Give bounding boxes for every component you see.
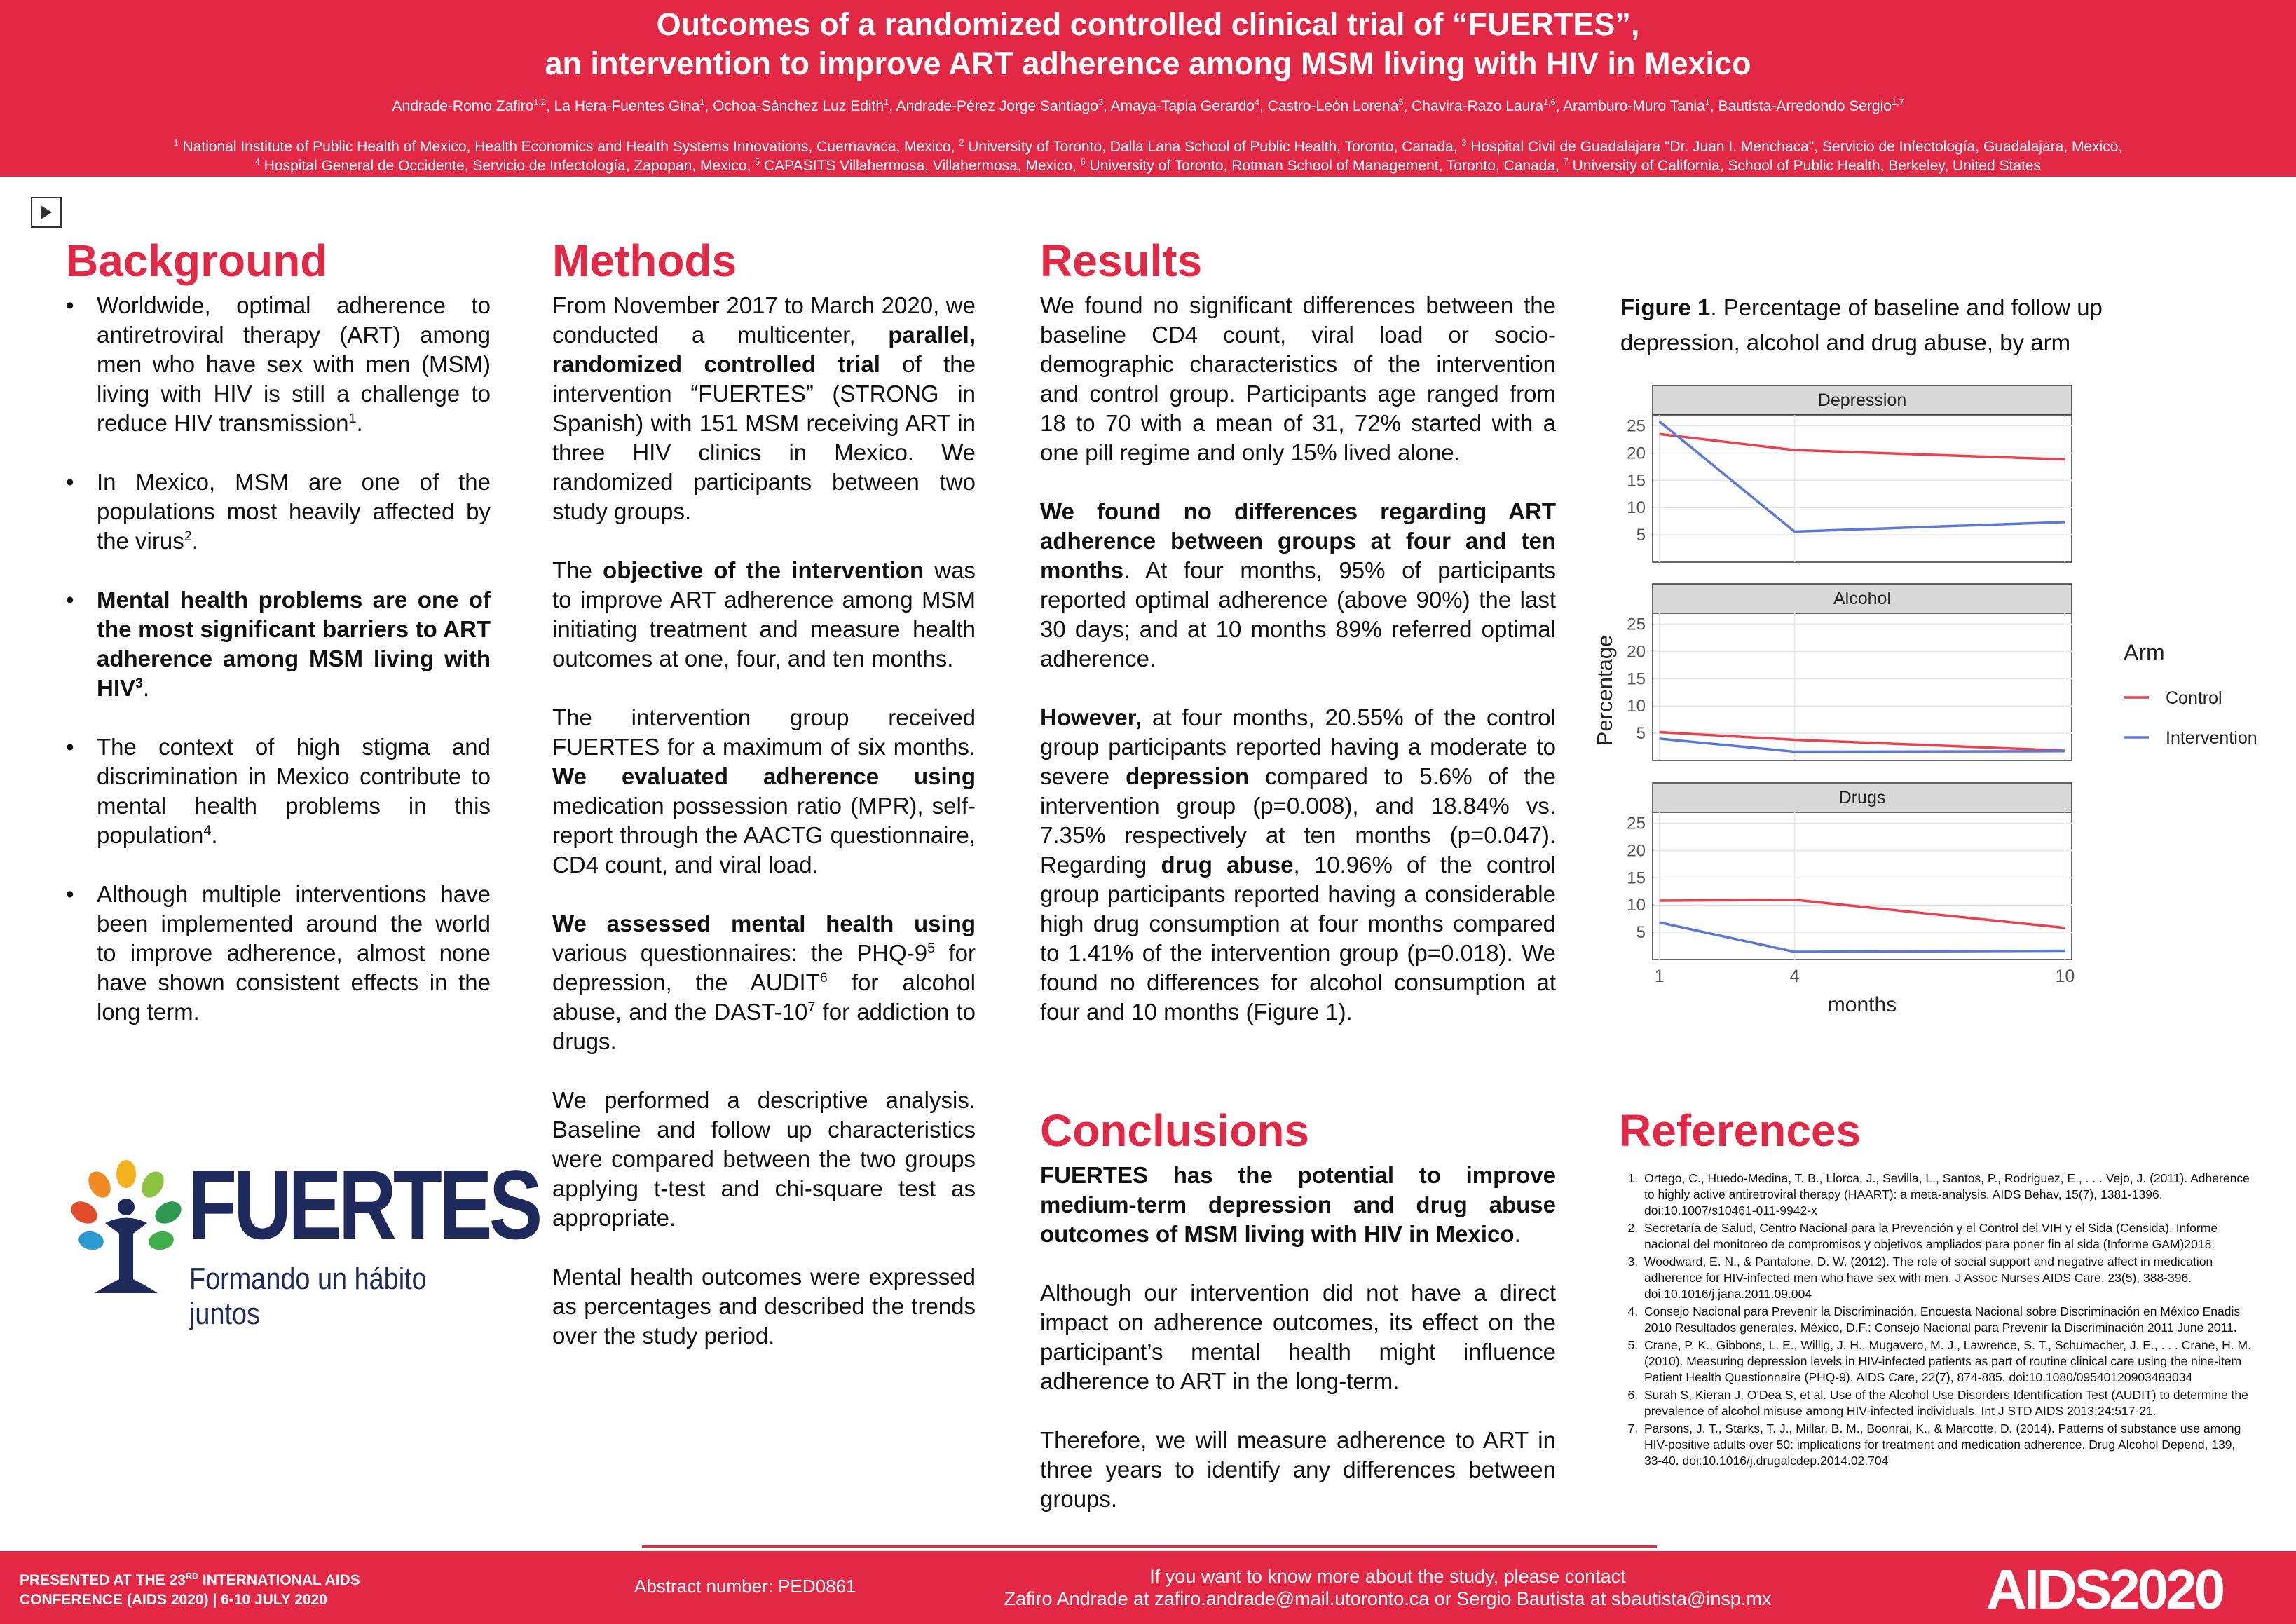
author-name: La Hera-Fuentes Gina (554, 98, 700, 114)
y-tick-label: 5 (1636, 724, 1646, 744)
tree-icon (67, 1160, 186, 1293)
y-tick-label: 20 (1627, 642, 1646, 662)
bullet-text: Mental health problems are one of the most significant barriers to ART adherence among MSM living with HIV (97, 587, 491, 701)
conclusions-text: Therefore, we will measure adherence to ART in three years to identify any differences between groups. (1040, 1427, 1556, 1512)
author-affiliation-sup: 1,7 (1891, 97, 1904, 107)
reference-item: 3. Woodward, E. N., & Pantalone, D. W. (2012). The role of social support and negative affect in medication adherence for HIV-infected men who have sex with men. J Assoc Nurses AIDS Care, 23(5), 388-396. doi:10.1016/j.jana.2011.09.004 (1641, 1254, 2251, 1302)
background-section (66, 236, 491, 1056)
faceted-line-chart (1591, 371, 2257, 1037)
affiliations (0, 137, 2296, 175)
background-bullet (66, 880, 491, 1027)
x-tick-label: 1 (1654, 967, 1665, 986)
reference-item: 5. Crane, P. K., Gibbons, L. E., Willig, J. H., Mugavero, M. J., Lawrence, S. T., Schumacher, J. E., . . . Crane, H. M. (2010). Measuring depression levels in HIV-infected patients as part of routine clinical care using the nine-item Patient Health Questionnaire (PHQ-9). AIDS Care, 22(7), 874-885. doi:10.1080/09540120903483034 (1641, 1337, 2251, 1386)
author-name: Andrade-Romo Zafiro (392, 98, 534, 114)
y-tick-label: 25 (1627, 814, 1646, 833)
affiliation-text: National Institute of Public Health of Mexico, Health Economics and Health Systems Innovations, Cuernavaca, Mexico, (182, 139, 959, 155)
background-bullet (66, 291, 491, 438)
results-text: at four months, 20.55% of the control group participants reported having a moderate to severe (1040, 704, 1556, 789)
contact-line-2: Zafiro Andrade at zafiro.andrade@mail.utoronto.ca or Sergio Bautista at sbautista@insp.mx (1004, 1588, 1772, 1609)
background-bullet (66, 468, 491, 556)
methods-body (552, 291, 976, 1351)
methods-paragraph (552, 1086, 976, 1233)
presented-at (20, 1571, 360, 1610)
play-icon (41, 205, 52, 219)
affiliation-number: 7 (1563, 157, 1569, 167)
reference-item: 6. Surah S, Kieran J, O'Dea S, et al. Use of the Alcohol Use Disorders Identification Test (AUDIT) to determine the prevalence of alcohol misuse among HIV-infected individuals. Int J STD AIDS 2013;24:517-21. (1641, 1387, 2251, 1419)
y-tick-label: 5 (1636, 526, 1646, 545)
methods-text: We evaluated adherence using (552, 763, 976, 789)
poster-footer (0, 1551, 2296, 1624)
author-affiliation-sup: 4 (1254, 97, 1259, 107)
results-text: depression (1126, 763, 1250, 789)
methods-paragraph (552, 1262, 976, 1351)
y-tick-label: 10 (1627, 498, 1646, 518)
author-name: Aramburo-Muro Tania (1563, 98, 1705, 114)
contact-info (981, 1565, 1794, 1610)
y-tick-label: 10 (1627, 697, 1646, 716)
legend-title: Arm (2124, 640, 2165, 665)
bullet-text: . (191, 528, 198, 554)
presented-line-2: CONFERENCE (AIDS 2020) | 6-10 JULY 2020 (20, 1592, 327, 1608)
bullet-text: In Mexico, MSM are one of the populations most heavily affected by the virus (97, 469, 491, 554)
y-tick-label: 5 (1636, 923, 1646, 943)
conclusions-paragraph (1040, 1278, 1556, 1396)
methods-heading: Methods (552, 236, 737, 286)
author-affiliation-sup: 3 (1098, 97, 1103, 107)
aids2020-logo: AIDS2020 (1986, 1558, 2223, 1620)
fuertes-logo (63, 1149, 540, 1331)
methods-text: The intervention group received FUERTES for a maximum of six months. (552, 704, 976, 760)
author-affiliation-sup: 5 (1398, 97, 1404, 107)
bullet-text: . (211, 822, 218, 848)
facet-plot-area (1653, 415, 2072, 562)
facet-label: Drugs (1838, 788, 1886, 807)
affiliation-text: Hospital General de Occidente, Servicio de Infectología, Zapopan, Mexico, (264, 158, 756, 174)
bullet-text: Worldwide, optimal adherence to antiretroviral therapy (ART) among men who have sex with men (MSM) living with HIV is still a challenge to reduce HIV transmission (97, 292, 491, 436)
poster-title-line-1: Outcomes of a randomized controlled clinical trial of “FUERTES”, (656, 6, 1640, 42)
y-tick-label: 20 (1627, 841, 1646, 861)
conclusions-paragraph (1040, 1426, 1556, 1514)
footer-divider (642, 1545, 1657, 1548)
presented-text: PRESENTED AT THE 23 (20, 1572, 186, 1588)
methods-text: was to improve ART adherence among MSM initiating treatment and measure health outcomes at one, four, and ten months. (552, 557, 976, 671)
results-text: drug abuse (1161, 852, 1294, 878)
methods-citation: 5 (927, 941, 936, 956)
methods-text: We assessed mental health using (552, 910, 976, 936)
affiliation-number: 6 (1080, 157, 1086, 167)
author-name: Amaya-Tapia Gerardo (1110, 98, 1255, 114)
conclusions-section (1040, 1106, 1556, 1543)
bullet-text: The context of high stigma and discrimination in Mexico contribute to mental health problems in this population (97, 734, 491, 848)
methods-text: objective of the intervention (603, 557, 924, 583)
reference-item: 7. Parsons, J. T., Starks, T. J., Millar, B. M., Boonrai, K., & Marcotte, D. (2014). Patterns of substance use among HIV-positive adults over 50: implications for treatment and medication adherence. Drug Alcohol Depend, 139, 33-40. doi:10.1016/j.drugalcdep.2014.02.704 (1641, 1421, 2251, 1469)
author-name: Andrade-Pérez Jorge Santiago (896, 98, 1098, 114)
methods-text: for alcohol abuse, and the DAST-10 (552, 969, 976, 1025)
bullet-text: . (143, 675, 150, 701)
results-body (1040, 291, 1556, 1027)
x-tick-label: 4 (1789, 967, 1800, 986)
affiliation-number: 5 (755, 157, 760, 167)
logo-wordmark: FUERTES (188, 1149, 540, 1260)
author-affiliation-sup: 1,2 (533, 97, 546, 107)
author-affiliation-sup: 1 (1704, 97, 1710, 107)
affiliation-number: 3 (1461, 138, 1467, 148)
author-name: Ochoa-Sánchez Luz Edith (713, 98, 884, 114)
author-name: Chavira-Razo Laura (1412, 98, 1544, 114)
contact-line-1: If you want to know more about the study, please contact (1149, 1566, 1626, 1587)
conclusions-paragraph (1040, 1161, 1556, 1249)
methods-text: Mental health outcomes were expressed as percentages and described the trends over the study period. (552, 1264, 976, 1349)
background-bullet (66, 585, 491, 703)
methods-text: various questionnaires: the PHQ-9 (552, 940, 928, 966)
results-text: , 10.96% of the control group participants reported having a considerable high drug consumption at four months compared to 1.41% of the intervention group (p=0.018). We found no differences for alcohol consumption at four and 10 months (Figure 1). (1040, 852, 1556, 1025)
bullet-citation: 2 (184, 528, 192, 544)
y-tick-label: 15 (1627, 669, 1646, 689)
figure-caption (1620, 290, 2167, 360)
results-text: We found no significant differences between the baseline CD4 count, viral load or socio-demographic characteristics of the intervention and control group. Participants age ranged from 18 to 70 with a mean of 31, 72% started with a one pill regime and only 15% lived alone. (1040, 292, 1556, 465)
y-tick-label: 25 (1627, 416, 1646, 436)
results-paragraph (1040, 291, 1556, 468)
bullet-citation: 1 (348, 411, 357, 426)
affiliation-number: 4 (254, 157, 260, 167)
methods-text: for addiction to drugs. (552, 999, 976, 1054)
facet-label: Depression (1817, 390, 1907, 410)
bullet-text: . (356, 410, 363, 436)
affiliations-line-2 (0, 156, 2296, 175)
poster-header (0, 0, 2296, 177)
affiliation-number: 1 (173, 138, 179, 148)
reference-list (1620, 1171, 2251, 1471)
methods-text: medication possession ratio (MPR), self-report through the AACTG questionnaire, CD4 count, and viral load. (552, 793, 976, 878)
abstract-number: Abstract number: PED0861 (634, 1576, 856, 1597)
logo-tagline: Formando un hábito juntos (189, 1262, 427, 1331)
author-affiliation-sup: 1 (699, 97, 705, 107)
methods-text: From November 2017 to March 2020, we conducted a multicenter, (552, 292, 976, 348)
results-text: . At four months, 95% of participants reported optimal adherence (above 90%) the last 30 days; and at 10 months 89% referred optimal adherence. (1040, 557, 1556, 671)
results-text: We found no differences regarding ART adherence between groups at four and ten months (1040, 498, 1556, 583)
bullet-text: Although multiple interventions have been implemented around the world to improve adherence, almost none have shown consistent effects in the long term. (97, 881, 491, 1025)
methods-paragraph (552, 703, 976, 880)
conclusions-body (1040, 1161, 1556, 1514)
methods-citation: 6 (819, 970, 828, 985)
methods-paragraph (552, 556, 976, 674)
conclusions-text: . (1514, 1221, 1521, 1247)
references-heading: References (1619, 1105, 1861, 1156)
y-tick-label: 25 (1627, 615, 1646, 634)
author-list: Andrade-Romo Zafiro$^{1,2}$, La Hera-Fuentes Gina$^1$, Ochoa-Sánchez Luz Edith$^1$, Andrade-Pérez Jorge Santiago$^3$, Amaya-Tapia Gerardo$^4$, Castro-León Lorena$^5$, Chavira-Razo Laura$^{1,6}$, Aramburo-Muro Tania$^1$, Bautista-Arredondo Sergio$^{1,7}$ (392, 97, 1904, 114)
methods-paragraph (552, 909, 976, 1056)
author-affiliation-sup: 1 (884, 97, 889, 107)
affiliation-text: University of California, School of Public Health, Berkeley, United States (1572, 158, 2042, 174)
legend-label: Control (2166, 688, 2222, 708)
author-name: Castro-León Lorena (1267, 98, 1399, 114)
results-section (1040, 236, 1556, 1056)
play-video-button[interactable] (31, 197, 62, 228)
methods-text: The (552, 557, 603, 583)
background-list (66, 291, 491, 1027)
methods-section (552, 236, 976, 1380)
affiliation-text: University of Toronto, Rotman School of Management, Toronto, Canada, (1089, 158, 1564, 174)
conclusions-text: FUERTES has the potential to improve medium-term depression and drug abuse outcomes of MSM living with HIV in Mexico (1040, 1162, 1556, 1247)
legend-label: Intervention (2166, 728, 2257, 748)
y-tick-label: 15 (1627, 471, 1646, 491)
methods-citation: 7 (807, 999, 816, 1015)
figure-caption-text: . Percentage of baseline and follow up depression, alcohol and drug abuse, by arm (1620, 294, 2103, 355)
facet-plot-area (1653, 613, 2072, 760)
facet-label: Alcohol (1833, 589, 1891, 608)
methods-paragraph (552, 291, 976, 526)
methods-text: of the intervention “FUERTES” (STRONG in Spanish) with 151 MSM receiving ART in three HIV clinics in Mexico. We randomized participants between two study groups. (552, 351, 976, 524)
methods-text: We performed a descriptive analysis. Baseline and follow up characteristics were compared between the two groups applying t-test and chi-square test as appropriate. (552, 1087, 976, 1231)
poster-title-line-2: an intervention to improve ART adherence among MSM living with HIV in Mexico (545, 46, 1751, 81)
reference-item: 1. Ortego, C., Huedo-Medina, T. B., Llorca, J., Sevilla, L., Santos, P., Rodriguez, E., . . . Vejo, J. (2011). Adherence to highly active antiretroviral therapy (HAART): a meta-analysis. AIDS Behav, 15(7), 1381-1396. doi:10.1007/s10461-011-9942-x (1641, 1171, 2251, 1219)
results-heading: Results (1040, 236, 1203, 286)
figure-caption-label: Figure 1 (1620, 294, 1711, 320)
conclusions-text: Although our intervention did not have a direct impact on adherence outcomes, its effect on the participant’s mental health might influence adherence to ART in the long-term. (1040, 1280, 1556, 1394)
affiliation-text: University of Toronto, Dalla Lana School of Public Health, Toronto, Canada, (968, 139, 1462, 155)
y-tick-label: 10 (1627, 896, 1646, 915)
affiliation-number: 2 (959, 138, 964, 148)
methods-text: for depression, the AUDIT (552, 940, 976, 995)
author-affiliation-sup: 1,6 (1543, 97, 1556, 107)
results-text: However, (1040, 704, 1142, 730)
affiliations-line-1 (0, 137, 2296, 156)
y-tick-label: 20 (1627, 444, 1646, 463)
y-tick-label: 15 (1627, 868, 1646, 888)
results-paragraph (1040, 703, 1556, 1027)
x-tick-label: 10 (2055, 967, 2075, 986)
x-axis-label: months (1827, 993, 1897, 1016)
methods-text: parallel, randomized controlled trial (552, 322, 976, 377)
facet-plot-area (1653, 812, 2072, 960)
affiliation-text: Hospital Civil de Guadalajara "Dr. Juan I. Menchaca", Servicio de Infectología, Guadalajara, Mexico, (1470, 139, 2123, 155)
affiliation-text: CAPASITS Villahermosa, Villahermosa, Mexico, (764, 158, 1081, 174)
presented-text-post: INTERNATIONAL AIDS (198, 1572, 360, 1588)
background-bullet (66, 732, 491, 850)
y-axis-label: Percentage (1592, 634, 1617, 746)
results-text: compared to 5.6% of the intervention group (p=0.008), and 18.84% vs. 7.35% respectively at ten months (p=0.047). Regarding (1040, 763, 1556, 878)
bullet-citation: 3 (135, 676, 144, 691)
conclusions-heading: Conclusions (1040, 1105, 1310, 1156)
background-heading: Background (66, 236, 328, 286)
reference-item: 2. Secretaría de Salud, Centro Nacional para la Prevención y el Control del VIH y el Sida (Censida). Informe nacional del monitoreo de compromisos y objetivos ampliados para poner fin al sida (Informe GAM)2018. (1641, 1220, 2251, 1253)
bullet-citation: 4 (203, 823, 212, 838)
author-name: Bautista-Arredondo Sergio (1718, 98, 1892, 114)
reference-item: 4. Consejo Nacional para Prevenir la Discriminación. Encuesta Nacional sobre Discriminación en México Enadis 2010 Resultados generales. México, D.F.: Consejo Nacional para Prevenir la Discriminación 2011 June 2011. (1641, 1304, 2251, 1336)
results-paragraph (1040, 497, 1556, 674)
presented-sup: RD (185, 1571, 199, 1581)
